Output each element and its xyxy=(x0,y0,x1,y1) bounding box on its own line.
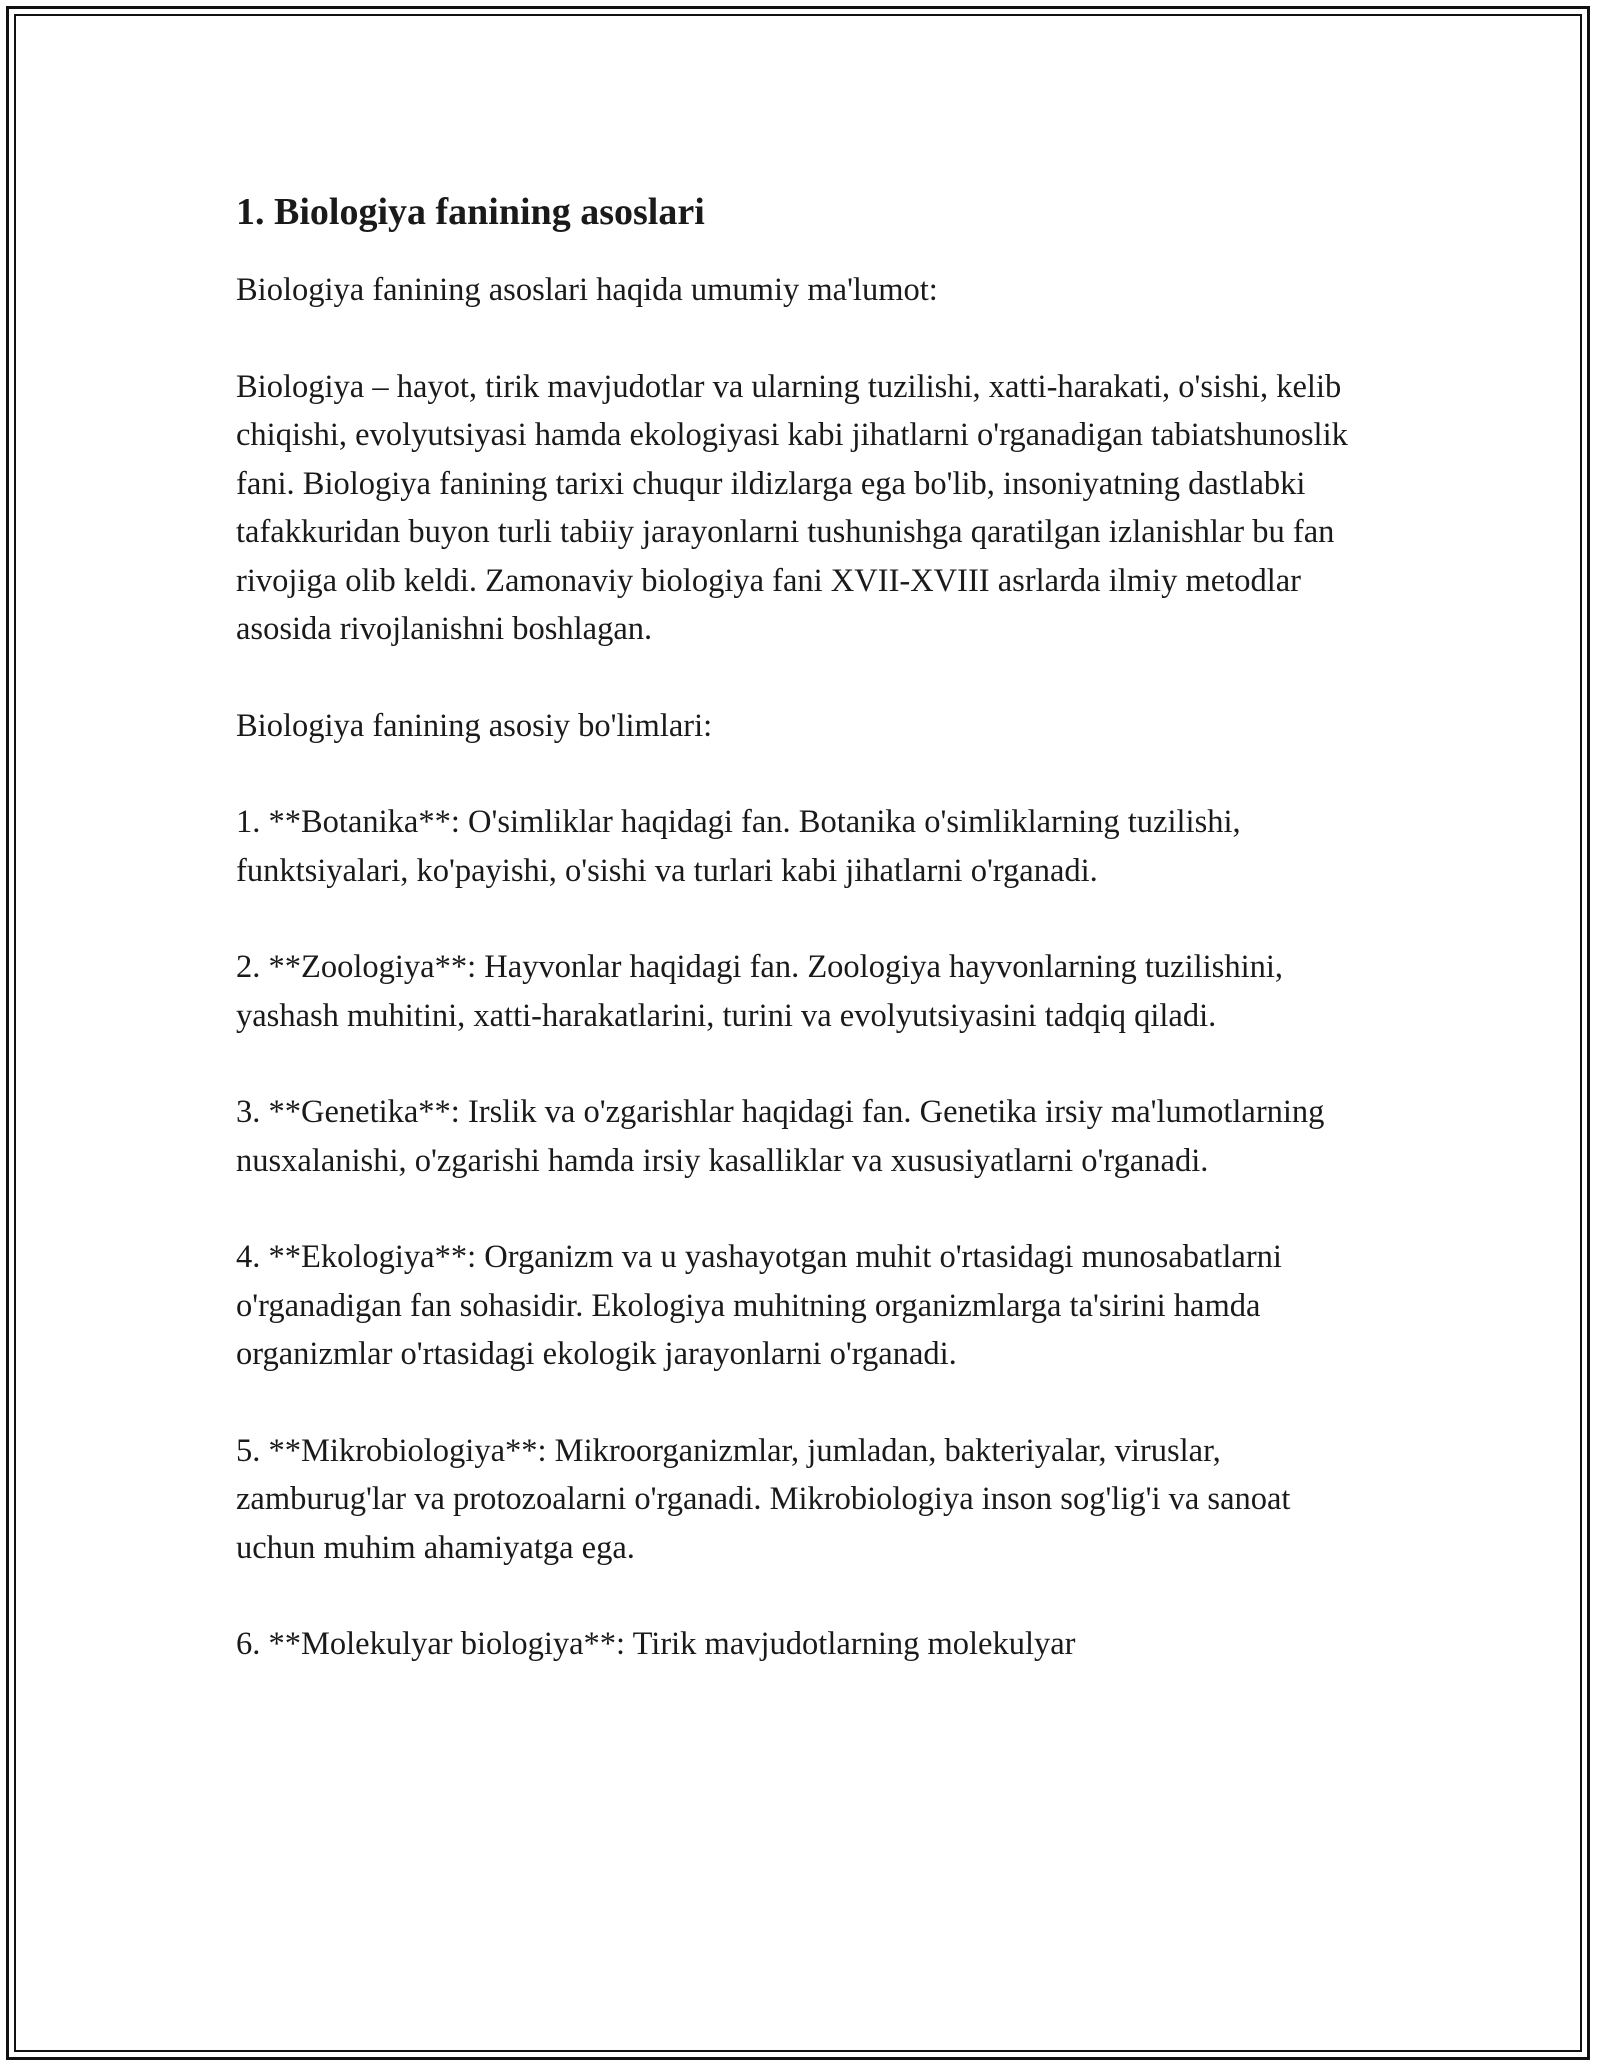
list-item-ekologiya: 4. **Ekologiya**: Organizm va u yashayotgan muhit o'rtasidagi munosabatlarni o'rganadigan fan sohasidir. Ekologiya muhitning organizmlarga ta'sirini hamda organizmlar o'rtasidagi ekologik jarayonlarni o'rganadi. xyxy=(236,1239,1282,1372)
list-item-botanika: 1. **Botanika**: O'simliklar haqidagi fan. Botanika o'simliklarning tuzilishi, funktsiyalari, ko'payishi, o'sishi va turlari kabi jihatlarni o'rganadi. xyxy=(236,804,1241,889)
document-body xyxy=(236,186,1366,1717)
list-item-genetika: 3. **Genetika**: Irslik va o'zgarishlar haqidagi fan. Genetika irsiy ma'lumotlarning nusxalanishi, o'zgarishi hamda irsiy kasalliklar va xususiyatlarni o'rganadi. xyxy=(236,1094,1325,1179)
definition-paragraph: Biologiya – hayot, tirik mavjudotlar va ularning tuzilishi, xatti-harakati, o'sishi, kelib chiqishi, evolyutsiyasi hamda ekologiyasi kabi jihatlarni o'rganadigan tabiatshunoslik fani. Biologiya fanining tarixi chuqur ildizlarga ega bo'lib, insoniyatning dastlabki tafakkuridan buyon turli tabiiy jarayonlarni tushunishga qaratilgan izlanishlar bu fan rivojiga olib keldi. Zamonaviy biologiya fani XVII-XVIII asrlarda ilmiy metodlar asosida rivojlanishni boshlagan. xyxy=(236,368,1348,647)
list-item-mikrobiologiya: 5. **Mikrobiologiya**: Mikroorganizmlar, jumladan, bakteriyalar, viruslar, zamburug'lar va protozoalarni o'rganadi. Mikrobiologiya inson sog'lig'i va sanoat uchun muhim ahamiyatga ega. xyxy=(236,1432,1291,1566)
list-item-zoologiya: 2. **Zoologiya**: Hayvonlar haqidagi fan. Zoologiya hayvonlarning tuzilishini, yashash muhitini, xatti-harakatlarini, turini va evolyutsiyasini tadqiq qiladi. xyxy=(236,949,1284,1034)
intro-paragraph: Biologiya fanining asoslari haqida umumiy ma'lumot: xyxy=(236,272,938,308)
page-title: 1. Biologiya fanining asoslari xyxy=(236,191,705,233)
sections-intro-paragraph: Biologiya fanining asosiy bo'limlari: xyxy=(236,707,713,744)
list-item-molekulyar-biologiya: 6. **Molekulyar biologiya**: Tirik mavjudotlarning molekulyar xyxy=(236,1626,1076,1662)
